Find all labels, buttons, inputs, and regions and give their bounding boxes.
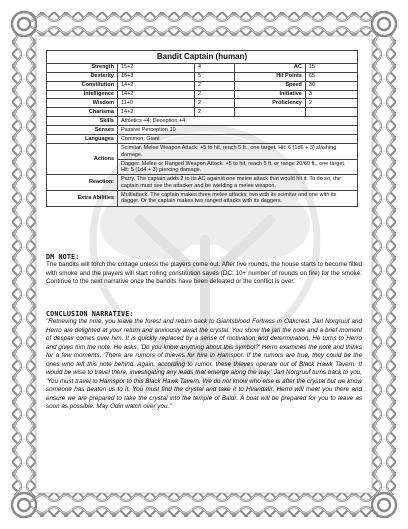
stat-row bbox=[47, 63, 358, 72]
ability-label: Charisma bbox=[47, 108, 118, 117]
stat-value: 30 bbox=[305, 81, 357, 90]
ability-label: Constitution bbox=[47, 81, 118, 90]
action-scimitar: Scimitar. Melee Weapon Attack: +5 to hit, reach 5 ft., one target. Hit: 6 (1d6 + 3) slashing damage. bbox=[118, 144, 358, 160]
reaction-row bbox=[47, 175, 358, 191]
skills-row bbox=[47, 117, 358, 126]
ability-score: 11+0 bbox=[118, 99, 195, 108]
conclusion-section bbox=[46, 310, 362, 412]
stat-value: 2 bbox=[305, 99, 357, 108]
ability-mod: 2 bbox=[194, 90, 234, 99]
conclusion-body: "Retrieving the note, you leave the forest and return back to Giantsblood Fortress in Oakcrest. Jarl Norgruuf and Herro are delighted at your return and anxiously await the crystal. You show the jarl the note and a brief moment of despair comes over him. It is quickly replaced by a sense of motivation and determination. He turns to Herro and gives him the note. He asks, 'Do you know anything about this symbol?' Herro examines the note and thinks for a few moments. 'There are rumors of thieves for hire in Hamspor. If the rumors are true, they could be the ones who left this note behind. Again, according to rumor, these thieves operate out of Black Hawk Tavern. It would be wise to travel there, investigating any leads that emerge along the way.' Jarl Norgruuf turns back to you, 'You must travel to Hamspor to this Black Hawk Tavern. We do not know who else is after the crystal but we know someone has beaten us to it. You must find the crystal and take it to Hvandalir. Herro will meet you there and ensure we are prepared to take the crystal into the temple of Baldr. A boat will be prepared for you to leave as soon as possible. May Odin watch over you." bbox=[46, 318, 362, 410]
ability-score: 14+2 bbox=[118, 81, 195, 90]
ability-score: 14+2 bbox=[118, 90, 195, 99]
senses-label: Senses bbox=[47, 126, 118, 135]
reaction-value: Parry. The captain adds 2 to its AC against one melee attack that would hit it. To do so, the captain must see the attacker and be wielding a melee weapon. bbox=[118, 175, 358, 191]
ability-mod: 4 bbox=[194, 63, 234, 72]
stat-value: 65 bbox=[305, 72, 357, 81]
dm-note-section bbox=[46, 253, 362, 287]
skills-value: Athletics +4; Deception +4 bbox=[118, 117, 358, 126]
languages-label: Languages bbox=[47, 135, 118, 144]
stat-row bbox=[47, 72, 358, 81]
ability-mod: 2 bbox=[194, 99, 234, 108]
languages-value: Common; Giant bbox=[118, 135, 358, 144]
reaction-label: Reaction: bbox=[47, 175, 118, 191]
stat-label: Speed bbox=[234, 81, 305, 90]
stat-value: 15 bbox=[305, 63, 357, 72]
ability-mod: 2 bbox=[194, 81, 234, 90]
ability-label: Dexterity bbox=[47, 72, 118, 81]
actions-row bbox=[47, 144, 358, 160]
ability-mod: 2 bbox=[194, 108, 234, 117]
stat-row bbox=[47, 81, 358, 90]
extra-abilities-label: Extra Abilities bbox=[47, 191, 118, 207]
creature-name: Bandit Captain (human) bbox=[47, 51, 358, 64]
languages-row bbox=[47, 135, 358, 144]
stat-label: Initiative bbox=[234, 90, 305, 99]
stat-label: Proficiency bbox=[234, 99, 305, 108]
extra-abilities-value: Multiattack. The captain makes three melee attacks: two with its scimitar and one with its dagger. Or the captain makes two ranged attacks with its daggers. bbox=[118, 191, 358, 207]
ability-score: 16+3 bbox=[118, 72, 195, 81]
extra-abilities-row bbox=[47, 191, 358, 207]
ability-label: Strength bbox=[47, 63, 118, 72]
stat-row bbox=[47, 108, 358, 117]
dm-note-body: The bandits will torch the cottage unless the players come out. After five rounds, the house starts to become filled with smoke and the players will start rolling constitution saves (DC: 10+ number of rounds on fire) for the smoke. Continue to the next narrative once the bandits have been defeated or the conflict is over. bbox=[46, 261, 362, 285]
ability-mod: 5 bbox=[194, 72, 234, 81]
stat-row bbox=[47, 90, 358, 99]
stat-label: Hit Points bbox=[234, 72, 305, 81]
ability-label: Wisdom bbox=[47, 99, 118, 108]
senses-row bbox=[47, 126, 358, 135]
stat-block-table bbox=[46, 50, 358, 207]
ability-label: Intelligence bbox=[47, 90, 118, 99]
ability-score: 15+2 bbox=[118, 63, 195, 72]
stat-label: AC bbox=[234, 63, 305, 72]
action-dagger: Dagger. Melee or Ranged Weapon Attack: +5 to hit, reach 5 ft. or range 20/60 ft., one target. Hit: 5 (1d4 + 3) piercing damage. bbox=[118, 159, 358, 175]
skills-label: Skills bbox=[47, 117, 118, 126]
actions-label: Actions bbox=[47, 144, 118, 175]
ability-score: 14+2 bbox=[118, 108, 195, 117]
senses-value: Passive Perception 10 bbox=[118, 126, 358, 135]
stat-row bbox=[47, 99, 358, 108]
stat-value: 3 bbox=[305, 90, 357, 99]
conclusion-title: CONCLUSION NARRATIVE: bbox=[46, 310, 134, 318]
dm-note-title: DM NOTE: bbox=[46, 253, 80, 261]
